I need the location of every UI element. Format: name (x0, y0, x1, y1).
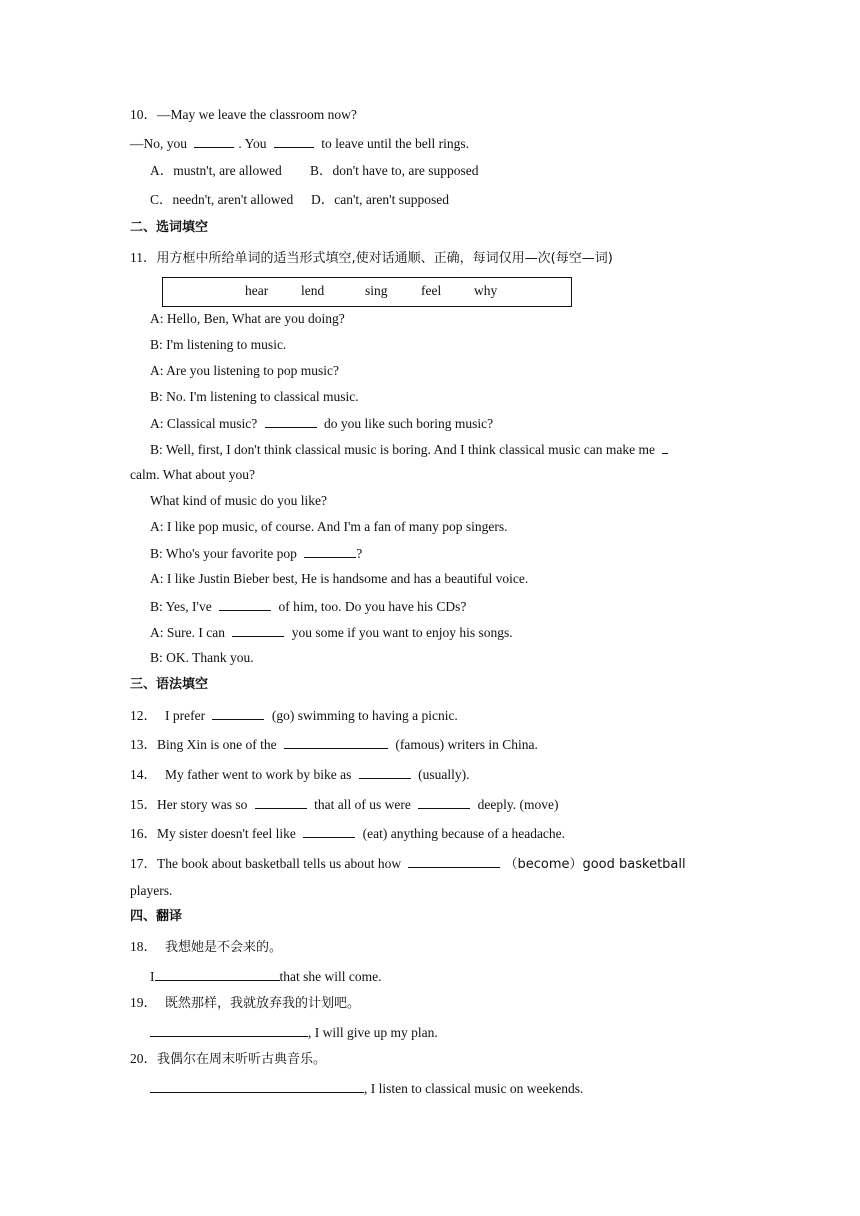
section-title: 三、语法填空 (130, 677, 209, 692)
answer-blank[interactable] (284, 735, 388, 749)
text-segment: , I listen to classical music on weekends. (364, 1081, 584, 1096)
question-number: 11． (130, 250, 157, 265)
q18-answer (150, 967, 381, 986)
answer-blank[interactable] (232, 623, 284, 637)
dialogue-line: B: I'm listening to music. (150, 337, 287, 352)
question-number: 16． (130, 826, 157, 841)
q18-chinese (130, 938, 282, 957)
chinese-sentence: 既然那样，我就放弃我的计划吧。 (165, 996, 361, 1011)
answer-blank[interactable] (274, 134, 314, 148)
q10-option-c: C．needn't, aren't allowed (150, 192, 294, 207)
answer-blank[interactable] (194, 134, 234, 148)
answer-blank[interactable] (303, 824, 355, 838)
q17-continued: players. (130, 883, 173, 898)
question-number: 14． (130, 767, 157, 782)
word-bank-item: why (474, 283, 498, 298)
chinese-sentence: 我想她是不会来的。 (165, 940, 283, 955)
answer-blank[interactable] (255, 795, 307, 809)
text-segment: ? (356, 546, 363, 561)
q17 (130, 854, 686, 874)
word-bank-item: feel (421, 283, 442, 298)
section-title: 四、翻译 (130, 909, 183, 924)
text-segment: (go) swimming to having a picnic. (271, 708, 458, 723)
dialogue-line: What kind of music do you like? (150, 493, 327, 508)
q19-answer (150, 1023, 438, 1042)
dialogue-line: A: I like pop music, of course. And I'm a fan of many pop singers. (150, 519, 508, 534)
text-segment: deeply. (move) (477, 797, 559, 812)
answer-blank[interactable] (155, 967, 280, 981)
text-segment: to leave until the bell rings. (321, 136, 469, 151)
dialogue-line (150, 597, 466, 616)
q12 (130, 706, 458, 725)
q20-answer (150, 1079, 583, 1098)
question-number: 12． (130, 708, 157, 723)
text-segment: (usually). (418, 767, 470, 782)
dialogue-line: A: Are you listening to pop music? (150, 363, 339, 378)
answer-blank[interactable] (219, 597, 271, 611)
text-segment: I (150, 969, 155, 984)
q10-option-a: A．mustn't, are allowed (150, 163, 282, 178)
text-segment: that she will come. (279, 969, 382, 984)
question-number: 10． (130, 107, 157, 122)
answer-blank[interactable] (150, 1079, 364, 1093)
text-segment: The book about basketball tells us about how (157, 856, 402, 871)
text-segment: I prefer (165, 708, 206, 723)
question-number: 19． (130, 995, 157, 1010)
dialogue-line (150, 414, 493, 433)
answer-blank[interactable] (359, 765, 411, 779)
answer-blank[interactable] (662, 440, 668, 454)
text-segment: A: Classical music? (150, 416, 258, 431)
answer-blank[interactable] (212, 706, 264, 720)
word-bank-item: lend (301, 283, 325, 298)
text-segment: that all of us were (314, 797, 411, 812)
text-segment: (eat) anything because of a headache. (362, 826, 566, 841)
dialogue-line: B: No. I'm listening to classical music. (150, 389, 359, 404)
text-segment: (famous) writers in China. (395, 737, 538, 752)
answer-blank[interactable] (304, 544, 356, 558)
dialogue-line (150, 440, 672, 459)
q14 (130, 765, 469, 784)
dialogue-line: A: Hello, Ben, What are you doing? (150, 311, 345, 326)
answer-blank[interactable] (265, 414, 317, 428)
question-number: 15． (130, 797, 157, 812)
text-segment: , I will give up my plan. (308, 1025, 438, 1040)
text-segment: —No, you (130, 136, 187, 151)
text-segment: My father went to work by bike as (165, 767, 352, 782)
question-number: 18． (130, 939, 157, 954)
answer-blank[interactable] (408, 854, 500, 868)
q11-instruction (130, 249, 613, 268)
q15 (130, 795, 558, 814)
text-segment: （become）good basketball (504, 857, 686, 872)
instruction-text: 用方框中所给单词的适当形式填空,使对话通顺、正确，每词仅用—次(每空—词) (156, 251, 613, 266)
text-segment: Her story was so (157, 797, 248, 812)
question-number: 17． (130, 856, 157, 871)
text-segment: My sister doesn't feel like (157, 826, 296, 841)
q10-stem (130, 106, 357, 124)
q10-reply (130, 134, 469, 153)
text-segment: of him, too. Do you have his CDs? (278, 599, 467, 614)
q10-option-d: D．can't, aren't supposed (311, 192, 449, 207)
q19-chinese (130, 994, 360, 1013)
word-bank-item: hear (245, 283, 269, 298)
dialogue-line: A: I like Justin Bieber best, He is handsome and has a beautiful voice. (150, 571, 529, 586)
question-number: 20． (130, 1051, 157, 1066)
dialogue-line: calm. What about you? (130, 467, 255, 482)
text-segment: B: Yes, I've (150, 599, 212, 614)
text-segment: B: Well, first, I don't think classical music is boring. And I think classical music can make me (150, 442, 656, 457)
question-text: —May we leave the classroom now? (157, 107, 357, 122)
q13 (130, 735, 538, 754)
text-segment: Bing Xin is one of the (157, 737, 277, 752)
text-segment: . You (238, 136, 267, 151)
q10-option-b: B．don't have to, are supposed (310, 163, 479, 178)
word-bank-item: sing (365, 283, 388, 298)
text-segment: you some if you want to enjoy his songs. (291, 625, 513, 640)
q20-chinese (130, 1050, 326, 1069)
text-segment: do you like such boring music? (323, 416, 494, 431)
word-box (162, 277, 572, 307)
question-number: 13． (130, 737, 157, 752)
chinese-sentence: 我偶尔在周末听听古典音乐。 (157, 1052, 327, 1067)
q16 (130, 824, 565, 843)
answer-blank[interactable] (150, 1023, 308, 1037)
dialogue-line (150, 623, 513, 642)
text-segment: B: Who's your favorite pop (150, 546, 297, 561)
section-title: 二、选词填空 (130, 220, 209, 235)
answer-blank[interactable] (418, 795, 470, 809)
text-segment: A: Sure. I can (150, 625, 225, 640)
dialogue-line (150, 544, 362, 563)
dialogue-line: B: OK. Thank you. (150, 650, 254, 665)
